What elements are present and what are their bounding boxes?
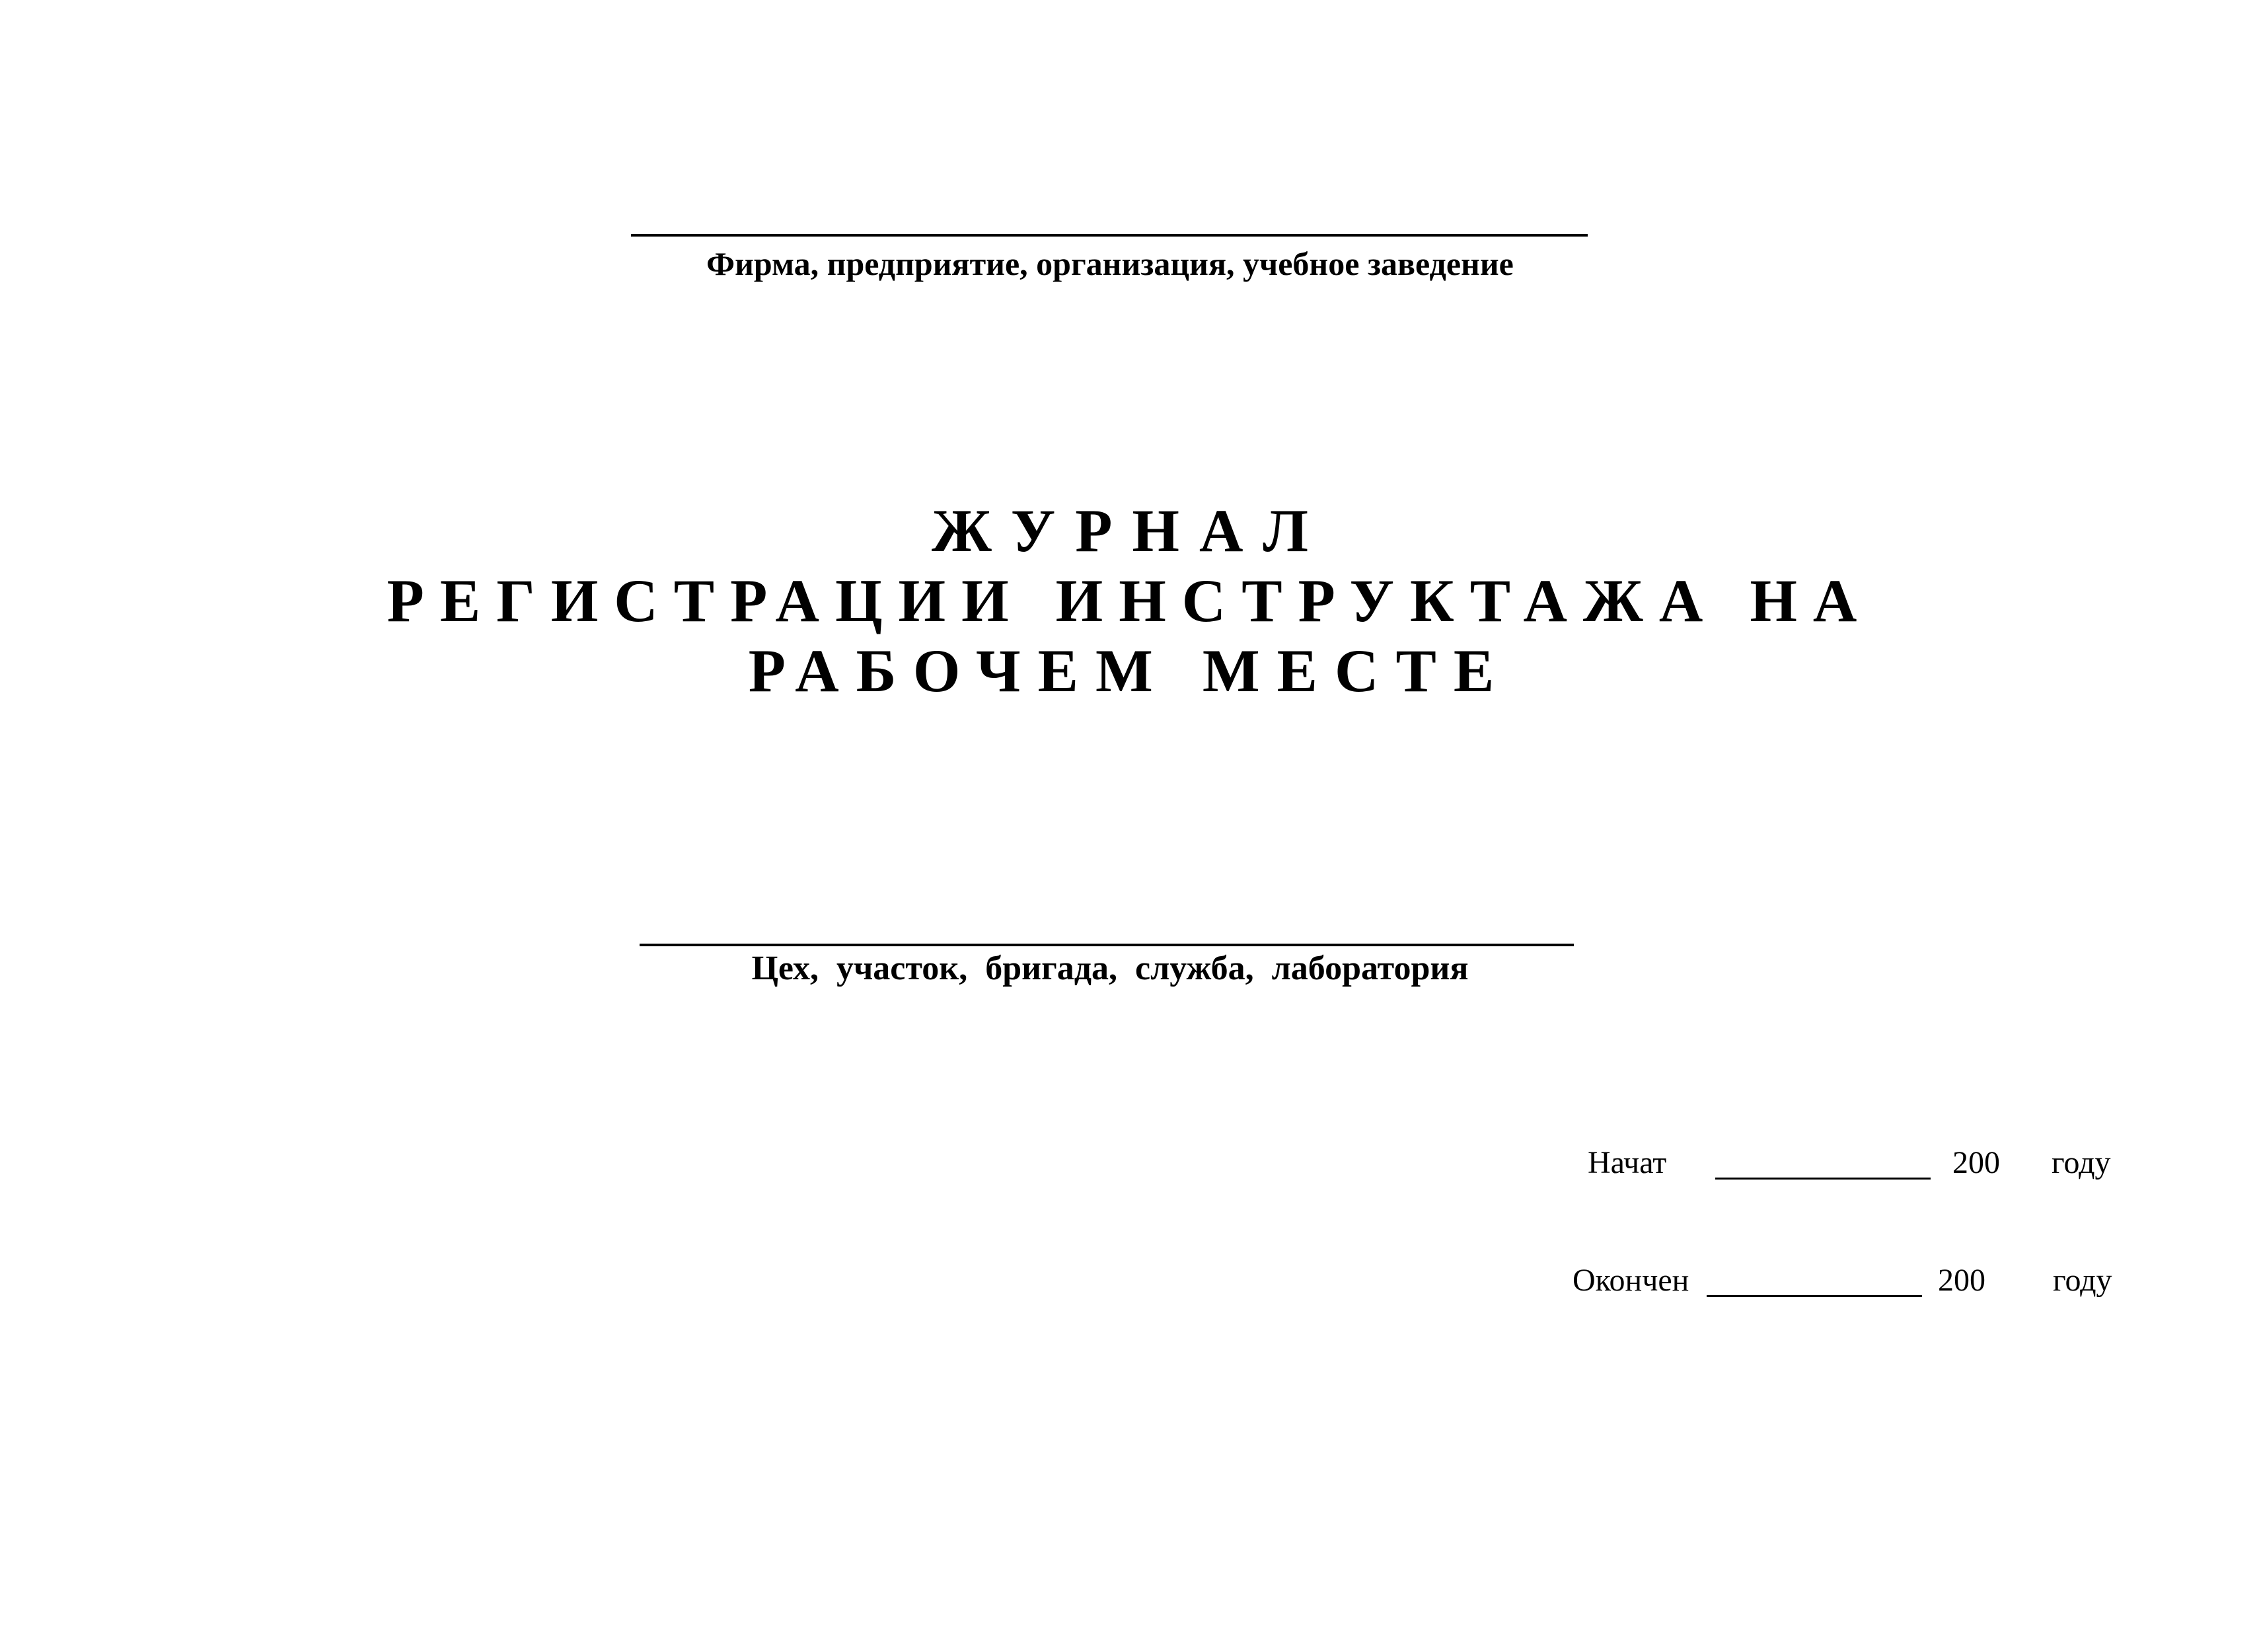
started-label: Начат bbox=[1588, 1145, 1667, 1180]
finished-label: Окончен bbox=[1573, 1263, 1689, 1298]
title-line-2: РЕГИСТРАЦИИ ИНСТРУКТАЖА НА bbox=[387, 567, 1873, 634]
started-row bbox=[0, 1145, 2259, 1184]
organization-fill-line bbox=[631, 234, 1588, 237]
title-line-1: ЖУРНАЛ bbox=[932, 497, 1328, 564]
started-year-prefix: 200 bbox=[1952, 1145, 2000, 1180]
started-date-blank bbox=[1715, 1178, 1931, 1180]
finished-year-prefix: 200 bbox=[1938, 1263, 1985, 1298]
title-line-3: РАБОЧЕМ МЕСТЕ bbox=[748, 637, 1512, 704]
finished-date-blank bbox=[1707, 1295, 1922, 1297]
journal-title bbox=[330, 496, 1929, 706]
finished-year-suffix: году bbox=[2053, 1263, 2112, 1298]
started-year-suffix: году bbox=[2052, 1145, 2111, 1180]
department-fill-line bbox=[640, 944, 1574, 946]
department-caption: Цех, участок, бригада, служба, лаборатория bbox=[751, 950, 1469, 987]
organization-caption: Фирма, предприятие, организация, учебное заведение bbox=[706, 245, 1514, 282]
finished-row bbox=[0, 1262, 2259, 1302]
